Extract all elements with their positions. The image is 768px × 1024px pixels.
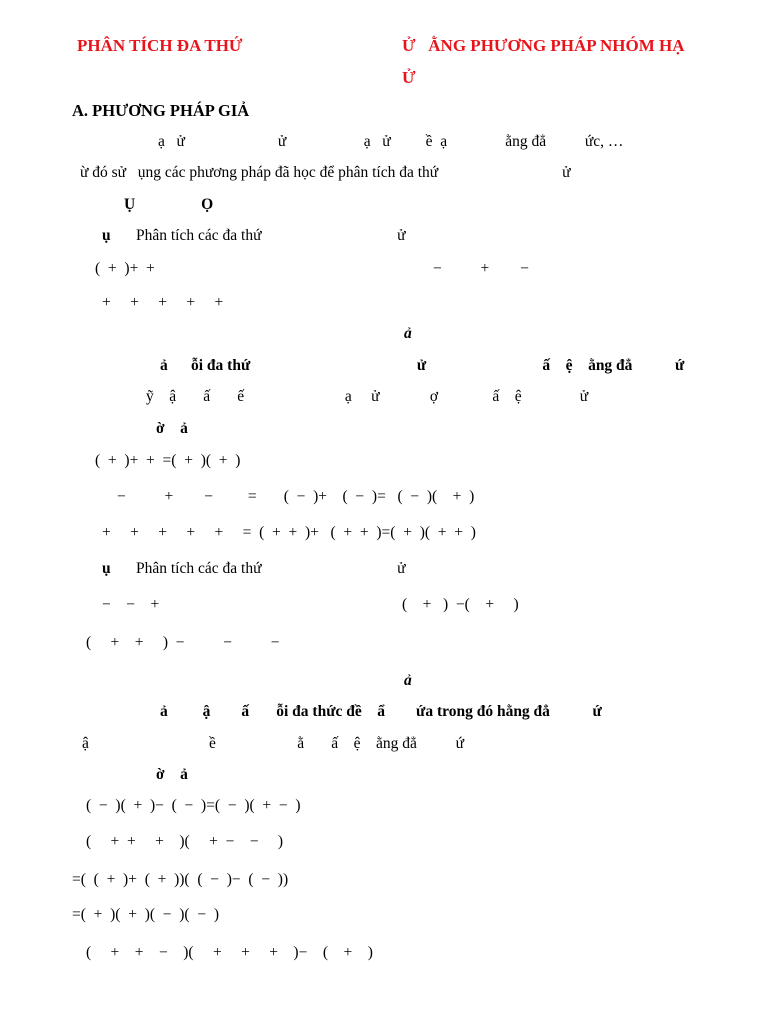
formula-line: ( + + ) − − − [86,634,280,651]
formula-line: ( − )( + )− ( − )=( − )( + − ) [86,797,301,814]
formula-line: − + − = ( − )+ ( − )= ( − )( + ) [117,488,475,505]
formula-line: ( + + + )( + − − ) [86,833,284,850]
title-wrap: Ử [402,68,416,87]
formula-line: ( + ) −( + ) [402,596,519,613]
example-label: ụ [102,560,111,577]
formula-line: + + + + + = ( + + )+ ( + + )=( + )( + + ) [102,524,476,541]
formula-line: ( + + − )( + + + )− ( + ) [86,944,373,961]
example-label: ụ [102,227,111,244]
formula-line: =( ( + )+ ( + ))( ( − )− ( − )) [72,871,289,888]
paragraph-line: ỹ ậ ấ ế ạ ử ợ ấ ệ ử [146,388,589,405]
title-right: Ử ẰNG PHƯƠNG PHÁP NHÓM HẠ [402,36,685,55]
paragraph-line: ậ ề ằ ấ ệ ằng đẳ ứ [82,735,465,752]
example-heading: Ụ Ọ [124,196,214,213]
section-heading: A. PHƯƠNG PHÁP GIẢ [72,101,250,120]
paragraph-line: ừ đó sử ụng các phương pháp đã học để phân tích đa thứ ử [80,164,571,181]
formula-line: − − + [102,596,160,613]
formula-line: + + + + + [102,294,224,311]
formula-line: ( + )+ + [95,260,155,277]
formula-line: =( + )( + )( − )( − ) [72,906,220,923]
title-left: PHÂN TÍCH ĐA THỨ [77,36,243,55]
example-text: Phân tích các đa thứ ử [136,560,406,577]
paragraph-line: ạ ử ử ạ ử ề ạ ằng đẳ ức, … [158,133,624,150]
formula-line: − + − [433,260,529,277]
formula-line: ( + )+ + =( + )( + ) [95,452,241,469]
solution-heading: ả [404,672,412,689]
solution-heading: ả [404,325,412,342]
example-text: Phân tích các đa thứ ử [136,227,406,244]
paragraph-line: ả ỗi đa thứ ử ấ ệ ằng đẳ ứ [160,357,685,374]
solution-subheading: ờ ả [156,766,188,783]
paragraph-line: ả ậ ấ ỗi đa thức đề ẩ ứa trong đó hằng đẳ ứ [160,703,602,720]
solution-subheading: ờ ả [156,420,188,437]
